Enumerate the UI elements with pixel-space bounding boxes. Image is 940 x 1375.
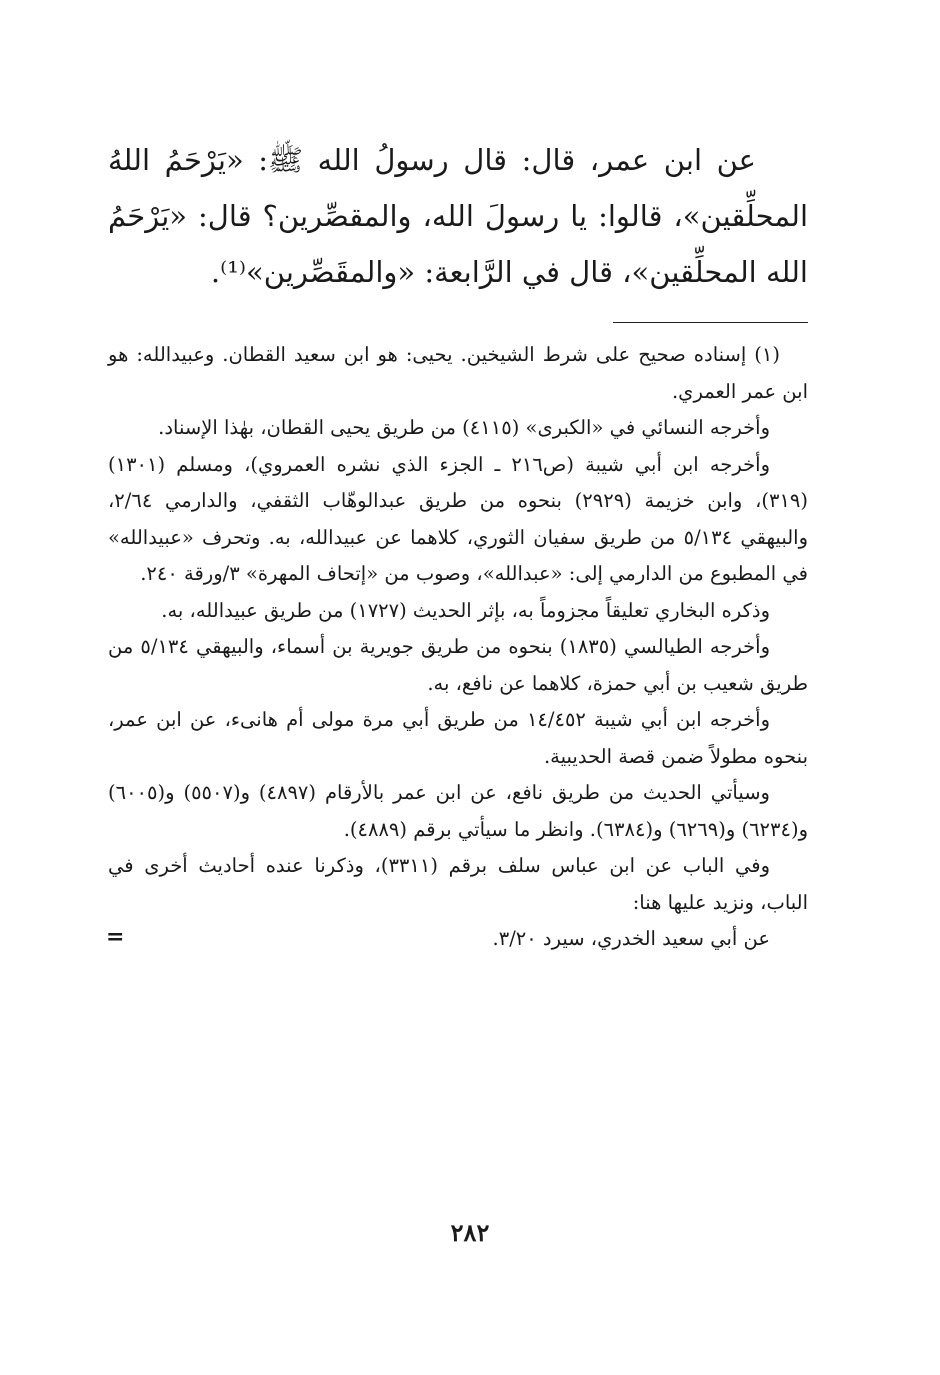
page-body bbox=[108, 132, 808, 958]
footnote-1: (١) إسناده صحيح على شرط الشيخين. يحيى: هو ابن سعيد القطان. وعبيدالله: هو ابن عمر العمري. bbox=[108, 343, 808, 403]
hadith-paragraph: عن ابن عمر، قال: قال رسولُ الله ﷺ: «يَرْحَمُ اللهُ المحلِّقين»، قالوا: يا رسولَ الله، والمقصِّرين؟ قال: «يَرْحَمُ الله المحلِّقين»، قال في الرَّابعة: «والمقَصِّرين»⁽¹⁾. bbox=[108, 143, 808, 289]
footnote-paragraph: وأخرجه ابن أبي شيبة (ص٢١٦ ـ الجزء الذي نشره العمروي)، ومسلم (١٣٠١) (٣١٩)، وابن خزيمة (٢٩٢٩) بنحوه من طريق عبدالوهّاب الثقفي، والدارمي ٢/٦٤، والبيهقي ٥/١٣٤ من طريق سفيان الثوري، كلاهما عن عبيدالله، به. وتحرف «عبيدالله» في المطبوع من الدارمي إلى: «عبدالله»، وصوب من «إتحاف المهرة» ٣/ورقة ٢٤٠. bbox=[108, 452, 809, 585]
continuation-mark: = bbox=[106, 924, 125, 950]
footnote-paragraph: وأخرجه ابن أبي شيبة ١٤/٤٥٢ من طريق أبي مرة مولى أم هانىء، عن ابن عمر، بنحوه مطولاً ضمن قصة الحديبية. bbox=[108, 708, 808, 768]
footnote-separator bbox=[613, 322, 808, 323]
main-text bbox=[108, 132, 808, 300]
footnote-paragraph: وأخرجه النسائي في «الكبرى» (٤١١٥) من طريق يحيى القطان، بهٰذا الإسناد. bbox=[158, 416, 770, 439]
page-number: ٢٨٢ bbox=[450, 1218, 490, 1247]
footnotes bbox=[108, 337, 808, 958]
footnote-paragraph: وسيأتي الحديث من طريق نافع، عن ابن عمر بالأرقام (٤٨٩٧) و(٥٥٠٧) و(٦٠٠٥) و(٦٢٣٤) و(٦٢٦٩) و(٦٣٨٤). وانظر ما سيأتي برقم (٤٨٨٩). bbox=[108, 781, 808, 841]
footnote-paragraph: وذكره البخاري تعليقاً مجزوماً به، بإثر الحديث (١٧٢٧) من طريق عبيدالله، به. bbox=[161, 598, 770, 622]
footnote-paragraph: وأخرجه الطيالسي (١٨٣٥) بنحوه من طريق جويرية بن أسماء، والبيهقي ٥/١٣٤ من طريق شعيب بن أبي حمزة، كلاهما عن نافع، به. bbox=[108, 635, 808, 695]
footnote-paragraph: عن أبي سعيد الخدري، سيرد ٣/٢٠. bbox=[492, 927, 770, 950]
footnote-paragraph: وفي الباب عن ابن عباس سلف برقم (٣٣١١)، وذكرنا عنده أحاديث أخرى في الباب، ونزيد عليها هنا: bbox=[108, 854, 808, 914]
